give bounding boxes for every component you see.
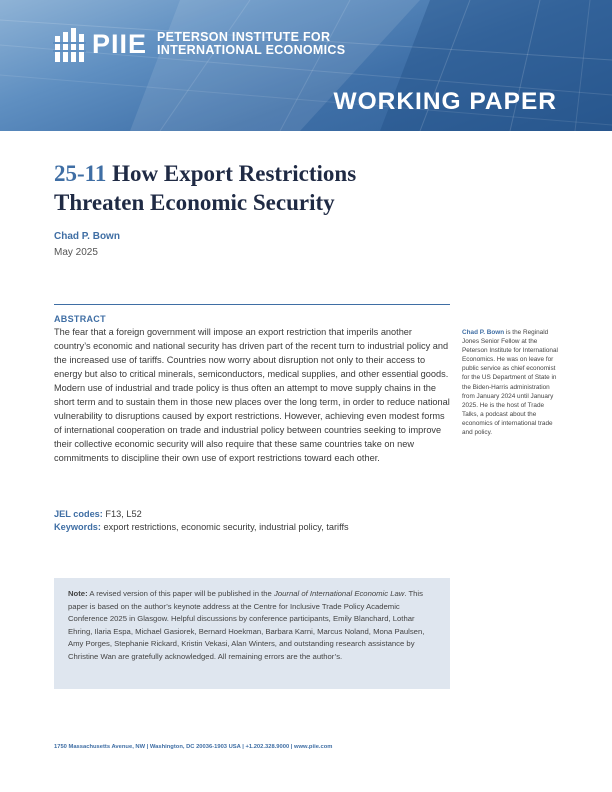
paper-title: [54, 159, 474, 217]
footer-address: 1750 Massachusetts Avenue, NW | Washington, DC 20036-1903 USA | +1.202.328.9000 | www.piie.com: [54, 744, 333, 750]
note-text-part1: A revised version of this paper will be published in the: [87, 589, 274, 598]
section-divider: [54, 304, 450, 305]
title-line1: How Export Restrictions: [112, 161, 357, 186]
piie-logo-icon: [53, 28, 87, 64]
classification-codes: [54, 508, 349, 534]
publication-date: May 2025: [54, 247, 98, 258]
acknowledgement-note: [54, 578, 450, 689]
jel-label: JEL codes:: [54, 509, 103, 519]
logo-wordmark: PIIE: [92, 29, 148, 59]
note-label: Note:: [68, 589, 88, 598]
abstract-heading: ABSTRACT: [54, 314, 106, 324]
author-bio-text: is the Reginald Jones Senior Fellow at the Peterson Institute for International Economics. He was on leave for public service as chief economist for the US Department of State in the Biden-Harris administration from January 2024 until January 2025. He is the host of Trade Talks, a podcast about the economics of international trade and policy.: [462, 329, 558, 437]
series-label: WORKING PAPER: [333, 88, 557, 115]
author-name: Chad P. Bown: [54, 231, 120, 242]
note-text-part2: . This paper is based on the author’s keynote address at the Centre for Inclusive Trade Policy Academic Conference 2025 in Glasgow. Helpful discussions by conference participants, Emily Blanchard, Lothar Ehring, Ilaria Espa, Michael Gasiorek, Bernard Hoekman, Barbara Karni, Marcus Noland, Mona Paulsen, Amy Porges, Stephanie Rickard, Kristin Vekasi, Alan Winters, and outstanding research assistance by Christine Wan are gratefully acknowledged. All remaining errors are the author’s.: [68, 589, 425, 661]
institute-name-line2: INTERNATIONAL ECONOMICS: [157, 43, 346, 57]
paper-number: 25-11: [54, 161, 107, 186]
keywords-label: Keywords:: [54, 522, 101, 532]
journal-name: Journal of International Economic Law: [273, 589, 405, 598]
institute-name-line1: PETERSON INSTITUTE FOR: [157, 30, 331, 44]
jel-value: F13, L52: [102, 509, 142, 519]
abstract-text: The fear that a foreign government will impose an export restriction that imperils another country’s economic and national security has driven part of the recent turn to industrial policy and the increased use of tariffs. Countries now worry about disruption not only to their access to energy but also to critical minerals, semiconductors, medical supplies, and other essential goods. Modern use of industrial and trade policy is thus often an attempt to move supply chains in the short term and to sustain them in those new places over the long term, in order to reduce national vulnerability to disruptions caused by export restrictions. However, achieving even modest forms of international cooperation on trade and industrial policy between countries seeking to improve their collective economic security will also require that these same countries take on new commitments to discipline their own use of export restrictions toward each other.: [54, 327, 450, 463]
keywords-value: export restrictions, economic security, industrial policy, tariffs: [100, 522, 349, 532]
header-banner: [0, 0, 612, 131]
author-bio: [462, 328, 562, 437]
title-line2: Threaten Economic Security: [54, 190, 335, 215]
institute-name: [157, 31, 345, 57]
author-bio-name: Chad P. Bown: [462, 329, 505, 336]
